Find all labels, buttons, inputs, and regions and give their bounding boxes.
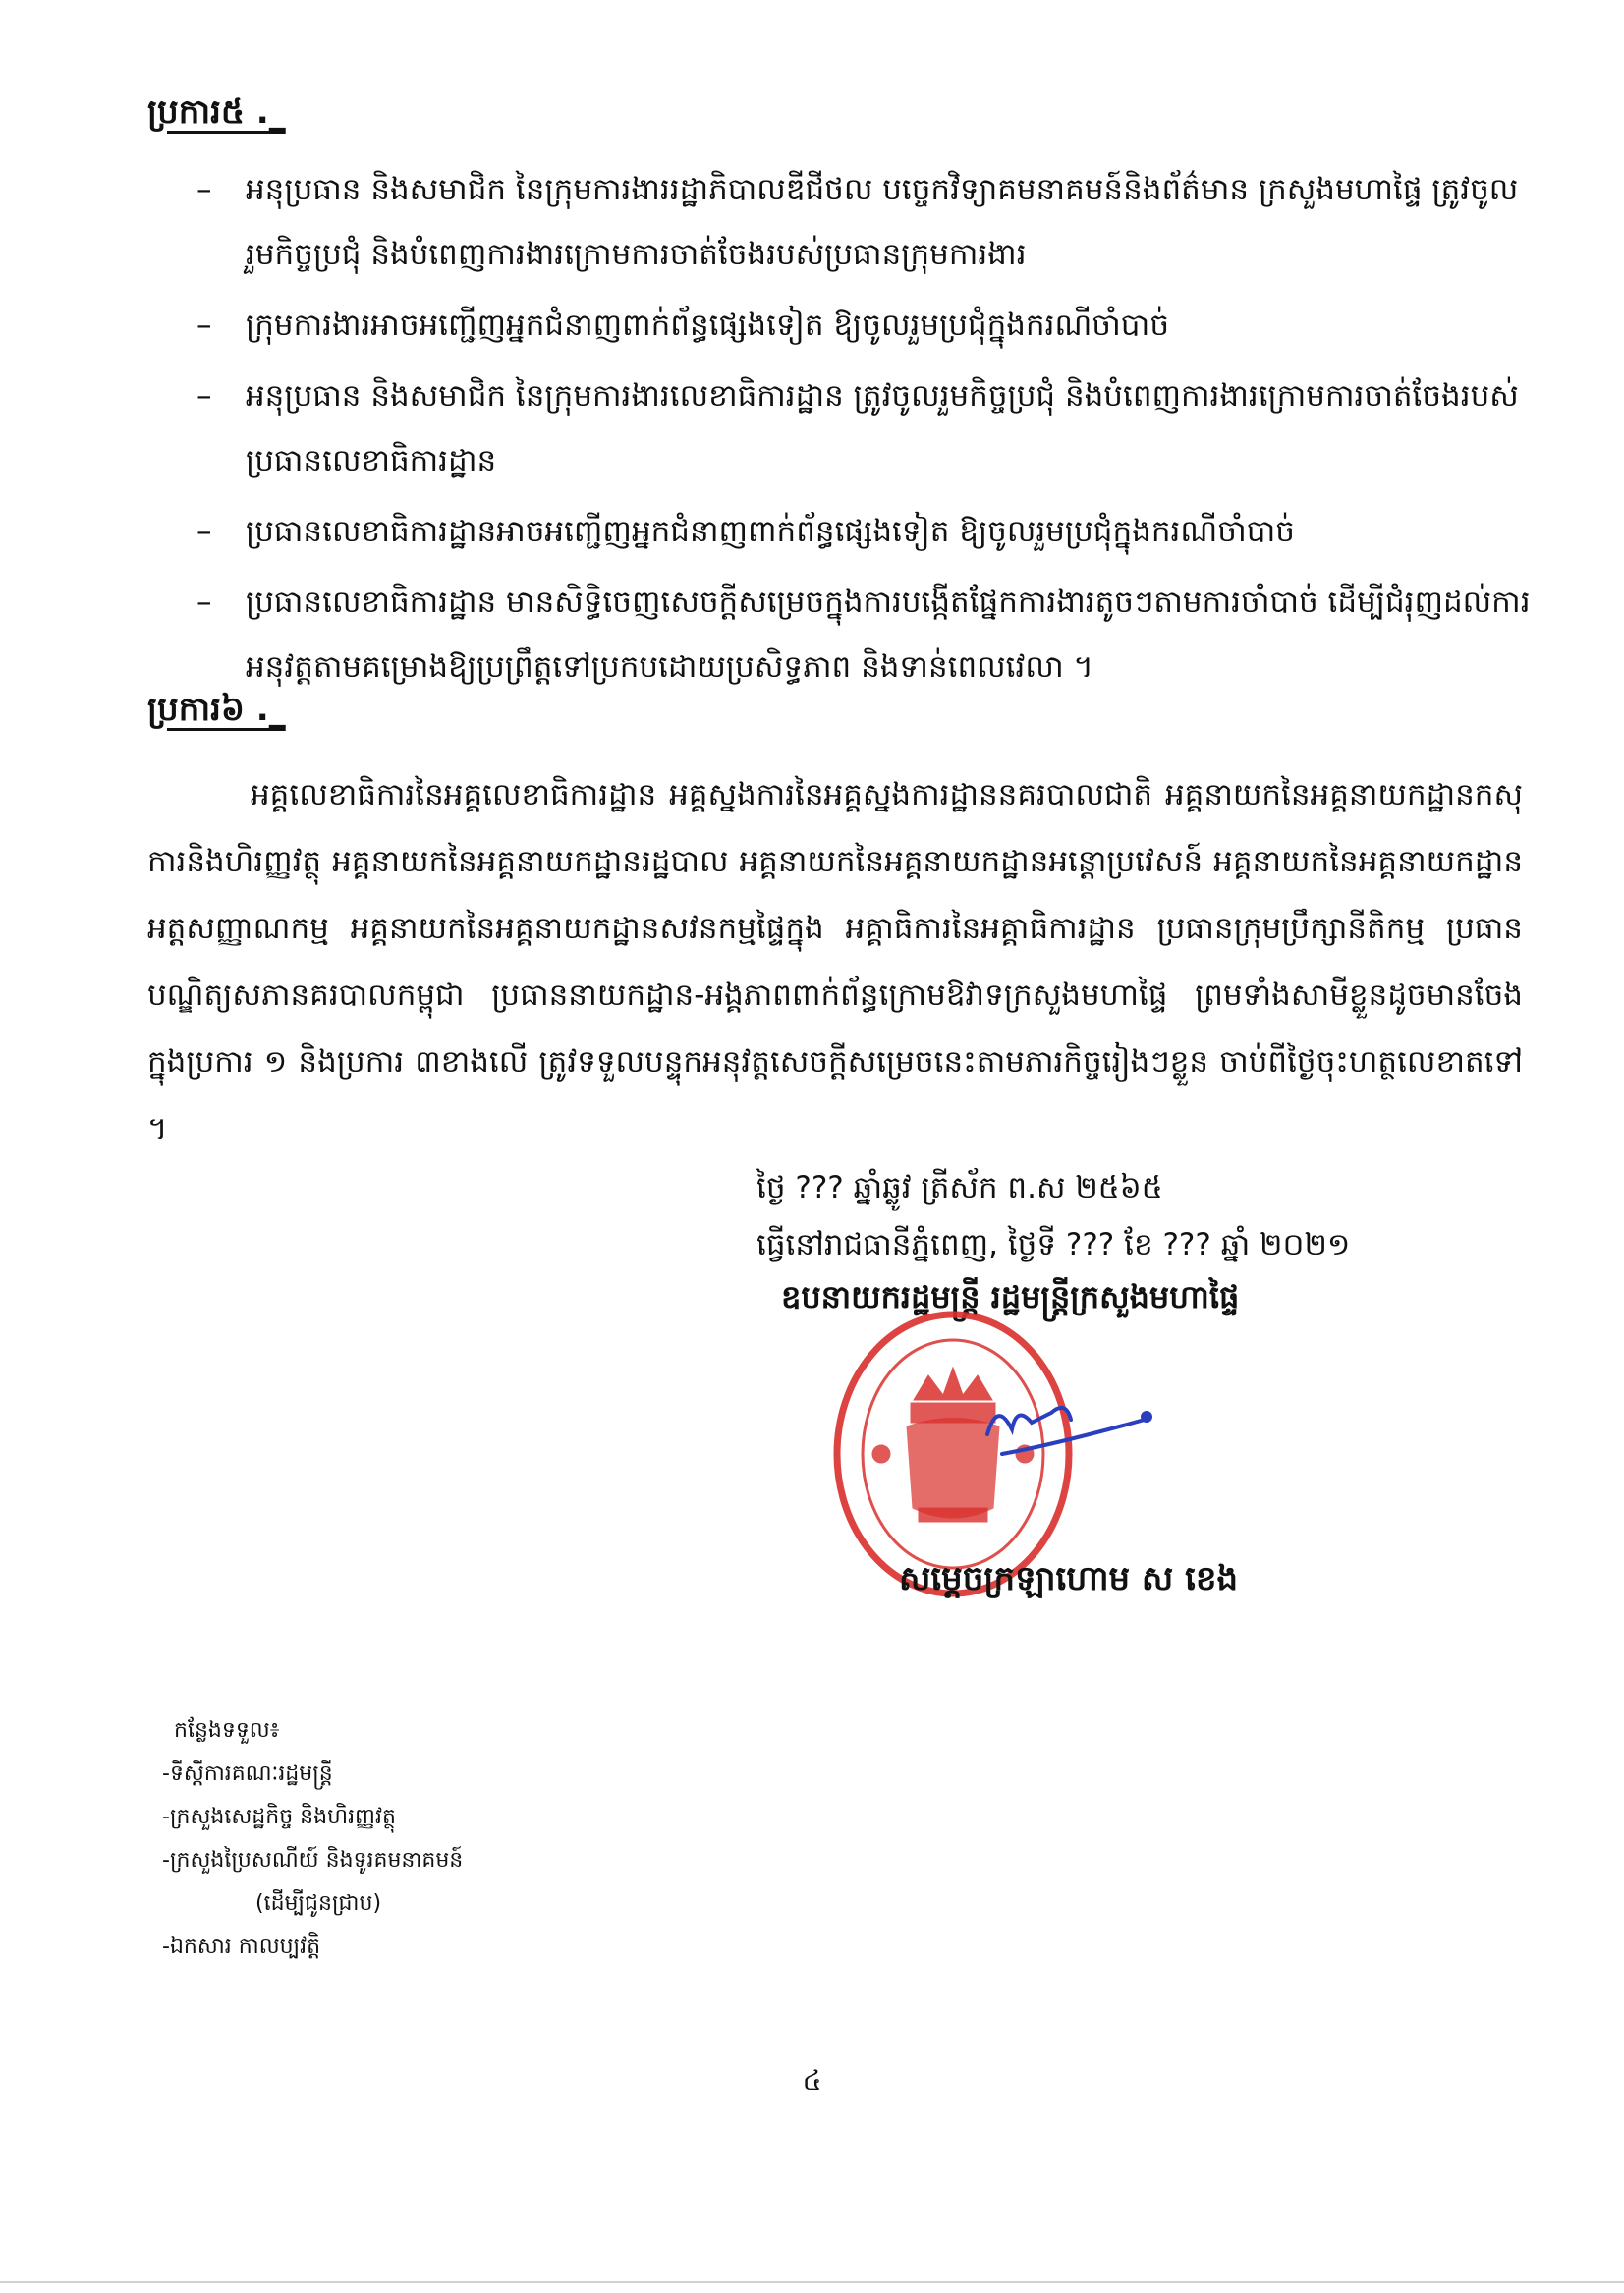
bullet-item	[196, 499, 1533, 564]
signer-title: ឧបនាយករដ្ឋមន្ត្រី រដ្ឋមន្ត្រីក្រសួងមហាផ្ទៃ	[781, 1278, 1240, 1315]
article-6-paragraph: អគ្គលេខាធិការនៃអគ្គលេខាធិការដ្ឋាន អគ្គស្នងការនៃអគ្គស្នងការដ្ឋាននគរបាលជាតិ អគ្គនាយកនៃអគ្គនាយកដ្ឋានកសុការនិងហិរញ្ញវត្ថុ អគ្គនាយកនៃអគ្គនាយកដ្ឋានរដ្ឋបាល អគ្គនាយកនៃអគ្គនាយកដ្ឋានអន្តោប្រវេសន៍ អគ្គនាយកនៃអគ្គនាយកដ្ឋានអត្តសញ្ញាណកម្ម អគ្គនាយកនៃអគ្គនាយកដ្ឋានសវនកម្មផ្ទៃក្នុង អគ្គាធិការនៃអគ្គាធិការដ្ឋាន ប្រធានក្រុមប្រឹក្សានីតិកម្ម ប្រធានបណ្ឌិត្យសភានគរបាលកម្ពុជា ប្រធាននាយកដ្ឋាន-អង្គភាពពាក់ព័ន្ធក្រោមឱវាទក្រសួងមហាផ្ទៃ ព្រមទាំងសាមីខ្លួនដូចមានចែងក្នុងប្រការ ១ និងប្រការ ៣ខាងលើ ត្រូវទទួលបន្ទុកអនុវត្តសេចក្តីសម្រេចនេះតាមភារកិច្ចរៀងៗខ្លួន ចាប់ពីថ្ងៃចុះហត្ថលេខាតទៅ ។	[147, 777, 1523, 1146]
page-number: ៤	[802, 2064, 822, 2097]
recipients-title: កន្លែងទទួល៖	[174, 1718, 280, 1743]
signer-name: សម្តេចក្រឡាហោម ស ខេង	[899, 1559, 1239, 1598]
bottom-divider	[0, 2281, 1624, 2283]
red-seal-icon	[837, 1314, 1069, 1594]
bullet-item	[196, 570, 1533, 699]
bullet-text: ប្រធានលេខាធិការដ្ឋានអាចអញ្ជើញអ្នកជំនាញពាក់ព័ន្ធផ្សេងទៀត ឱ្យចូលរួមប្រជុំក្នុងករណីចាំបាច់	[246, 514, 1295, 549]
recipient-item: -ឯកសារ កាលប្បវត្តិ	[162, 1934, 321, 1959]
lunar-date: ថ្ងៃ ??? ឆ្នាំឆ្លូវ ត្រីស័ក ព.ស ២៥៦៥	[756, 1170, 1163, 1205]
bullet-dash: –	[196, 585, 212, 620]
bullet-text: អនុប្រធាន និងសមាជិក នៃក្រុមការងារលេខាធិការដ្ឋាន ត្រូវចូលរួមកិច្ចប្រជុំ និងបំពេញការងារក្រោមការចាត់ចែងរបស់ប្រធានលេខាធិការដ្ឋាន	[246, 378, 1519, 478]
recipient-note: (ដើម្បីជូនជ្រាប)	[255, 1891, 382, 1916]
recipient-item: -ក្រសួងសេដ្ឋកិច្ច និងហិរញ្ញវត្ថុ	[162, 1805, 396, 1829]
recipient-item: -ទីស្តីការគណៈរដ្ឋមន្ត្រី	[162, 1762, 333, 1786]
bullet-item	[196, 364, 1533, 493]
date-block	[756, 1159, 1562, 1273]
solar-date: ធ្វើនៅរាជធានីភ្នំពេញ, ថ្ងៃទី ??? ខែ ??? ឆ្នាំ ២០២១	[756, 1227, 1351, 1262]
bullet-item	[196, 157, 1533, 287]
bullet-text: អនុប្រធាន និងសមាជិក នៃក្រុមការងាររដ្ឋាភិបាលឌីជីថល បច្ចេកវិទ្យាគមនាគមន៍និងព័ត៌មាន ក្រសួងមហាផ្ទៃ ត្រូវចូលរួមកិច្ចប្រជុំ និងបំពេញការងារក្រោមការចាត់ចែងរបស់ប្រធានក្រុមការងារ	[246, 172, 1519, 272]
bullet-item	[196, 293, 1533, 358]
bullet-dash: –	[196, 172, 212, 207]
recipient-item: -ក្រសួងប្រៃសណីយ៍ និងទូរគមនាគមន៍	[162, 1848, 464, 1873]
article-5-heading: ប្រការ៥ ._	[147, 92, 286, 132]
bullet-dash: –	[196, 308, 212, 343]
article-6-heading: ប្រការ៦ ._	[147, 690, 286, 729]
bullet-text: ក្រុមការងារអាចអញ្ជើញអ្នកជំនាញពាក់ព័ន្ធផ្សេងទៀត ឱ្យចូលរួមប្រជុំក្នុងករណីចាំបាច់	[246, 308, 1170, 343]
recipients-block	[162, 1709, 653, 1969]
bullet-dash: –	[196, 514, 212, 549]
article-5-bullet-list	[196, 157, 1533, 705]
bullet-dash: –	[196, 378, 212, 414]
bullet-text: ប្រធានលេខាធិការដ្ឋាន មានសិទ្ធិចេញសេចក្តីសម្រេចក្នុងការបង្កើតផ្នែកការងារតូចៗតាមការចាំបាច់ ដើម្បីជំរុញដល់ការអនុវត្តតាមគម្រោងឱ្យប្រព្រឹត្តទៅប្រកបដោយប្រសិទ្ធភាព និងទាន់ពេលវេលា ។	[246, 585, 1531, 685]
